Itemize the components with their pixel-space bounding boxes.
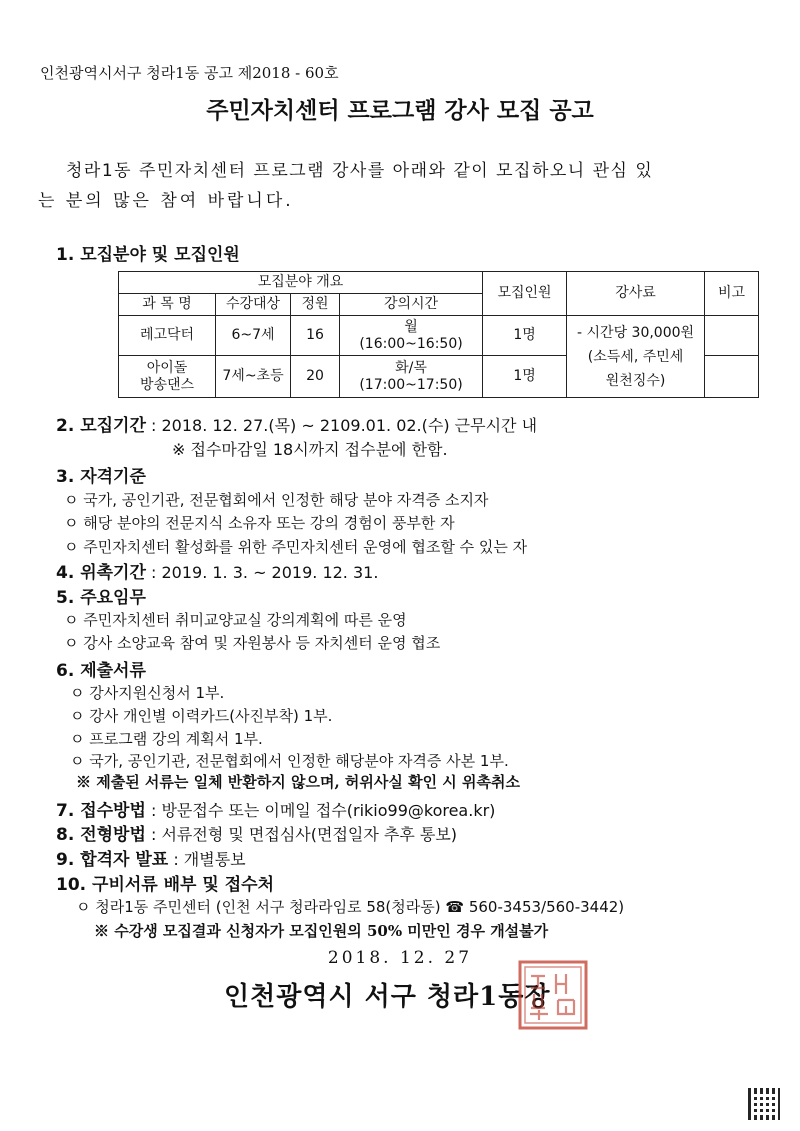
notice-number: 인천광역시서구 청라1동 공고 제2018 - 60호 (40, 64, 339, 82)
list-item: ㅇ 국가, 공인기관, 전문협회에서 인정한 해당 분야 자격증 소지자 (64, 491, 489, 509)
issue-date: 2018. 12. 27 (327, 948, 473, 968)
official-seal-stamp (516, 958, 590, 1032)
section-4-value: : 2019. 1. 3. ~ 2019. 12. 31. (145, 563, 379, 582)
section-2-note: ※ 접수마감일 18시까지 접수분에 한함. (172, 440, 448, 459)
cell-target: 6~7세 (216, 316, 291, 356)
cell-note (705, 356, 759, 398)
section-10 (56, 870, 274, 895)
section-7 (56, 796, 495, 821)
section-10-heading: 10. 구비서류 배부 및 접수처 (56, 875, 275, 895)
section-6-heading: 6. 제출서류 (56, 661, 146, 681)
list-item: ㅇ 강사 개인별 이력카드(사진부착) 1부. (70, 707, 333, 725)
cell-time-range: (17:00~17:50) (359, 376, 463, 393)
section-2 (56, 411, 537, 436)
intro-line-1: 청라1동 주민자치센터 프로그램 강사를 아래와 같이 모집하오니 관심 있 (66, 161, 654, 181)
section-4 (56, 558, 378, 583)
table-row (119, 316, 759, 356)
recruitment-table (118, 271, 759, 398)
cell-time-day: 화/목 (395, 359, 427, 376)
list-item: ㅇ 해당 분야의 전문지식 소유자 또는 강의 경험이 풍부한 자 (64, 514, 455, 532)
col-header-recruit: 모집인원 (483, 272, 567, 316)
list-item: ㅇ 주민자치센터 취미교양교실 강의계획에 따른 운영 (64, 611, 407, 629)
fee-line-3: 원천징수) (605, 372, 666, 389)
section-7-value: : 방문접수 또는 이메일 접수(rikio99@korea.kr) (145, 801, 496, 820)
cell-recruit: 1명 (483, 316, 567, 356)
fee-line-2: (소득세, 주민세 (587, 348, 684, 365)
col-header-fee: 강사료 (567, 272, 705, 316)
intro-line-2: 는 분의 많은 참여 바랍니다. (38, 191, 294, 211)
section-8 (56, 820, 457, 845)
section-5-heading: 5. 주요임무 (56, 588, 146, 608)
section-1-heading: 1. 모집분야 및 모집인원 (56, 245, 240, 265)
list-item: ㅇ 국가, 공인기관, 전문협회에서 인정한 해당분야 자격증 사본 1부. (70, 752, 509, 770)
section-9-value: : 개별통보 (168, 850, 246, 869)
section-3-heading: 3. 자격기준 (56, 467, 146, 487)
cell-subject: 레고닥터 (119, 316, 216, 356)
section-2-value: : 2018. 12. 27.(목) ~ 2109.01. 02.(수) 근무시간 내 (145, 416, 538, 435)
qr-code-icon (748, 1088, 780, 1120)
cell-subject-line-1: 아이돌 (146, 359, 188, 376)
list-item: ㅇ 강사 소양교육 참여 및 자원봉사 등 자치센터 운영 협조 (64, 634, 441, 652)
cell-time (340, 356, 483, 398)
cell-fee (567, 316, 705, 398)
col-header-subject: 과 목 명 (119, 294, 216, 316)
cell-subject-line-2: 방송댄스 (139, 376, 195, 393)
cell-target: 7세~초등 (216, 356, 291, 398)
cell-subject (119, 356, 216, 398)
col-header-capacity: 정원 (291, 294, 340, 316)
list-item: ㅇ 주민자치센터 활성화를 위한 주민자치센터 운영에 협조할 수 있는 자 (64, 538, 528, 556)
section-9 (56, 845, 246, 870)
fee-line-1: - 시간당 30,000원 (577, 324, 695, 341)
list-item: ㅇ 강사지원신청서 1부. (70, 684, 225, 702)
section-2-heading: 2. 모집기간 (56, 416, 146, 436)
section-1 (56, 240, 240, 265)
list-item: ㅇ 프로그램 강의 계획서 1부. (70, 730, 263, 748)
contact-item: ㅇ 청라1동 주민센터 (인천 서구 청라라임로 58(청라동) ☎ 560-3453/560-3442) (76, 898, 625, 916)
cell-time-day: 월 (404, 318, 418, 335)
cell-capacity: 16 (291, 316, 340, 356)
section-3 (56, 462, 146, 487)
section-10-note: ※ 수강생 모집결과 신청자가 모집인원의 50% 미만인 경우 개설불가 (94, 922, 549, 940)
section-7-heading: 7. 접수방법 (56, 801, 146, 821)
issuer-name: 인천광역시 서구 청라1동장 (224, 982, 551, 1012)
cell-time (340, 316, 483, 356)
table-group-header: 모집분야 개요 (119, 272, 483, 294)
document-title: 주민자치센터 프로그램 강사 모집 공고 (206, 98, 594, 124)
section-8-value: : 서류전형 및 면접심사(면접일자 추후 통보) (145, 825, 458, 844)
section-9-heading: 9. 합격자 발표 (56, 850, 169, 870)
col-header-target: 수강대상 (216, 294, 291, 316)
cell-note (705, 316, 759, 356)
section-6-note: ※ 제출된 서류는 일체 반환하지 않으며, 허위사실 확인 시 위촉취소 (76, 773, 520, 791)
cell-recruit: 1명 (483, 356, 567, 398)
cell-capacity: 20 (291, 356, 340, 398)
section-4-heading: 4. 위촉기간 (56, 563, 146, 583)
section-6 (56, 656, 146, 681)
col-header-note: 비고 (705, 272, 759, 316)
col-header-time: 강의시간 (340, 294, 483, 316)
section-8-heading: 8. 전형방법 (56, 825, 146, 845)
section-5 (56, 583, 146, 608)
cell-time-range: (16:00~16:50) (359, 335, 463, 352)
